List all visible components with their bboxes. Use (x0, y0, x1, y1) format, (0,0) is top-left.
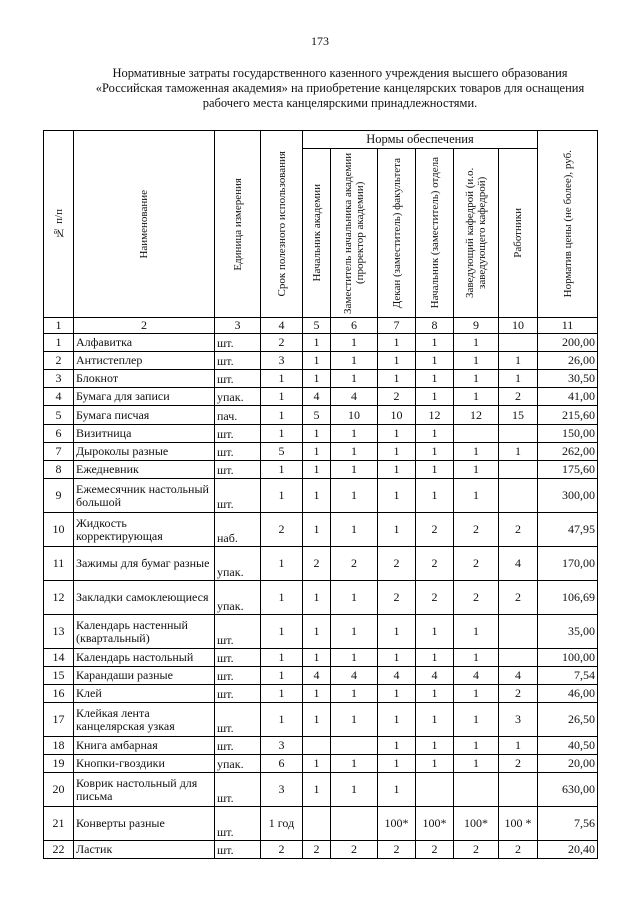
item-unit: шт. (215, 443, 261, 461)
row-number: 11 (44, 547, 74, 581)
item-name: Бумага писчая (74, 406, 215, 425)
item-price: 20,40 (538, 841, 598, 859)
norm-head-of-academy: 1 (303, 773, 331, 807)
header-dean: Декан (заместитель) факультета (378, 149, 416, 318)
norm-chair-head: 100* (454, 807, 499, 841)
norm-department-head: 1 (416, 615, 454, 649)
norm-department-head: 2 (416, 841, 454, 859)
norm-head-of-academy: 1 (303, 479, 331, 513)
norm-chair-head: 1 (454, 479, 499, 513)
header-price: Норматив цены (не более), руб. (538, 131, 598, 318)
norm-deputy-head: 1 (331, 334, 378, 352)
column-index: 9 (454, 318, 499, 334)
item-unit: упак. (215, 388, 261, 406)
header-chair-head: Заведующий кафедрой (и.о. заведующего кафедрой) (454, 149, 499, 318)
row-number: 1 (44, 334, 74, 352)
norm-chair-head: 2 (454, 581, 499, 615)
norm-head-of-academy: 1 (303, 703, 331, 737)
item-price: 200,00 (538, 334, 598, 352)
table-row (44, 703, 598, 737)
norm-department-head: 1 (416, 443, 454, 461)
row-number: 4 (44, 388, 74, 406)
norm-deputy-head: 1 (331, 685, 378, 703)
item-name: Антистеплер (74, 352, 215, 370)
norm-dean: 1 (378, 352, 416, 370)
header-name: Наименование (74, 131, 215, 318)
norm-department-head (416, 773, 454, 807)
norm-dean: 1 (378, 737, 416, 755)
norm-deputy-head: 1 (331, 425, 378, 443)
norm-deputy-head: 4 (331, 667, 378, 685)
item-price: 170,00 (538, 547, 598, 581)
row-number: 10 (44, 513, 74, 547)
norm-chair-head: 1 (454, 685, 499, 703)
title-line-1: Нормативные затраты государственного казенного учреждения высшего образования (112, 66, 568, 80)
norm-chair-head: 1 (454, 615, 499, 649)
norm-deputy-head: 4 (331, 388, 378, 406)
item-price: 100,00 (538, 649, 598, 667)
item-term: 1 (261, 461, 303, 479)
norm-deputy-head: 1 (331, 370, 378, 388)
item-term: 2 (261, 334, 303, 352)
item-term: 2 (261, 841, 303, 859)
norm-chair-head: 2 (454, 513, 499, 547)
item-term: 2 (261, 513, 303, 547)
column-index-row (44, 318, 598, 334)
row-number: 15 (44, 667, 74, 685)
item-unit: шт. (215, 649, 261, 667)
column-index: 3 (215, 318, 261, 334)
norm-employees: 15 (499, 406, 538, 425)
item-price: 262,00 (538, 443, 598, 461)
norm-head-of-academy: 1 (303, 334, 331, 352)
norm-dean: 2 (378, 581, 416, 615)
norm-chair-head (454, 425, 499, 443)
item-name: Визитница (74, 425, 215, 443)
norm-department-head: 1 (416, 685, 454, 703)
item-term: 1 (261, 388, 303, 406)
norm-employees: 2 (499, 755, 538, 773)
item-unit: шт. (215, 667, 261, 685)
norm-deputy-head: 1 (331, 615, 378, 649)
table-row (44, 755, 598, 773)
norm-head-of-academy: 4 (303, 667, 331, 685)
header-norms-group: Нормы обеспечения (303, 131, 538, 149)
norm-head-of-academy: 1 (303, 581, 331, 615)
table-row (44, 773, 598, 807)
title-line-3: рабочего места канцелярскими принадлежностями. (202, 96, 478, 110)
item-name: Клейкая лента канцелярская узкая (74, 703, 215, 737)
norm-chair-head: 1 (454, 352, 499, 370)
norm-dean: 10 (378, 406, 416, 425)
item-name: Зажимы для бумаг разные (74, 547, 215, 581)
norm-employees (499, 649, 538, 667)
header-deputy-head: Заместитель начальника академии (проректор академии) (331, 149, 378, 318)
norm-dean: 1 (378, 479, 416, 513)
norm-department-head: 1 (416, 334, 454, 352)
norm-chair-head: 2 (454, 547, 499, 581)
item-price: 26,00 (538, 352, 598, 370)
item-name: Бумага для записи (74, 388, 215, 406)
item-name: Дыроколы разные (74, 443, 215, 461)
item-unit: шт. (215, 615, 261, 649)
norm-deputy-head: 1 (331, 443, 378, 461)
norm-dean: 2 (378, 388, 416, 406)
item-unit: шт. (215, 685, 261, 703)
norm-department-head: 1 (416, 388, 454, 406)
column-index: 1 (44, 318, 74, 334)
norm-department-head: 1 (416, 737, 454, 755)
row-number: 22 (44, 841, 74, 859)
norm-deputy-head: 1 (331, 755, 378, 773)
item-term: 1 (261, 703, 303, 737)
norm-chair-head: 1 (454, 649, 499, 667)
norm-employees (499, 773, 538, 807)
row-number: 19 (44, 755, 74, 773)
norm-dean: 1 (378, 703, 416, 737)
header-unit: Единица измерения (215, 131, 261, 318)
table-row (44, 388, 598, 406)
item-unit: шт. (215, 425, 261, 443)
item-name: Кнопки-гвоздики (74, 755, 215, 773)
norm-deputy-head: 1 (331, 773, 378, 807)
row-number: 13 (44, 615, 74, 649)
norm-chair-head: 1 (454, 755, 499, 773)
norm-department-head: 2 (416, 513, 454, 547)
item-term: 3 (261, 773, 303, 807)
column-index: 8 (416, 318, 454, 334)
item-name: Конверты разные (74, 807, 215, 841)
norm-chair-head: 2 (454, 841, 499, 859)
item-name: Книга амбарная (74, 737, 215, 755)
norm-department-head: 1 (416, 461, 454, 479)
table-row (44, 649, 598, 667)
norm-employees (499, 479, 538, 513)
table-row (44, 406, 598, 425)
item-name: Клей (74, 685, 215, 703)
item-term: 1 (261, 406, 303, 425)
norm-head-of-academy: 2 (303, 841, 331, 859)
table-row (44, 667, 598, 685)
norm-chair-head: 1 (454, 443, 499, 461)
norm-deputy-head (331, 737, 378, 755)
norm-deputy-head: 1 (331, 461, 378, 479)
table-row (44, 479, 598, 513)
norm-dean: 1 (378, 513, 416, 547)
item-name: Коврик настольный для письма (74, 773, 215, 807)
item-term: 1 (261, 425, 303, 443)
item-price: 150,00 (538, 425, 598, 443)
item-term: 1 (261, 685, 303, 703)
item-unit: упак. (215, 581, 261, 615)
table-row (44, 370, 598, 388)
table-row (44, 334, 598, 352)
header-employees: Работники (499, 149, 538, 318)
column-index: 5 (303, 318, 331, 334)
item-price: 7,54 (538, 667, 598, 685)
item-price: 20,00 (538, 755, 598, 773)
item-name: Алфавитка (74, 334, 215, 352)
item-price: 41,00 (538, 388, 598, 406)
item-price: 30,50 (538, 370, 598, 388)
norm-head-of-academy: 1 (303, 513, 331, 547)
norm-department-head: 2 (416, 547, 454, 581)
norm-department-head: 1 (416, 703, 454, 737)
item-term: 1 (261, 649, 303, 667)
table-row (44, 841, 598, 859)
norm-employees: 2 (499, 685, 538, 703)
item-term: 1 (261, 667, 303, 685)
norm-chair-head: 4 (454, 667, 499, 685)
item-name: Карандаши разные (74, 667, 215, 685)
item-price: 46,00 (538, 685, 598, 703)
norm-employees: 1 (499, 443, 538, 461)
item-unit: шт. (215, 773, 261, 807)
header-department-head: Начальник (заместитель) отдела (416, 149, 454, 318)
norm-deputy-head: 2 (331, 841, 378, 859)
row-number: 6 (44, 425, 74, 443)
item-price: 47,95 (538, 513, 598, 547)
column-index: 4 (261, 318, 303, 334)
table-row (44, 615, 598, 649)
norm-employees: 1 (499, 737, 538, 755)
norm-head-of-academy: 1 (303, 443, 331, 461)
norm-chair-head: 12 (454, 406, 499, 425)
item-unit: шт. (215, 461, 261, 479)
item-name: Ежемесячник настольный большой (74, 479, 215, 513)
norm-deputy-head: 1 (331, 513, 378, 547)
norm-employees (499, 615, 538, 649)
norm-dean: 1 (378, 755, 416, 773)
item-price: 40,50 (538, 737, 598, 755)
norm-employees: 2 (499, 841, 538, 859)
norm-chair-head: 1 (454, 370, 499, 388)
table-row (44, 513, 598, 547)
norm-employees: 4 (499, 547, 538, 581)
row-number: 18 (44, 737, 74, 755)
row-number: 21 (44, 807, 74, 841)
row-number: 9 (44, 479, 74, 513)
norm-head-of-academy: 4 (303, 388, 331, 406)
item-unit: шт. (215, 807, 261, 841)
row-number: 3 (44, 370, 74, 388)
norm-employees: 1 (499, 370, 538, 388)
item-price: 300,00 (538, 479, 598, 513)
item-unit: наб. (215, 513, 261, 547)
norm-department-head: 1 (416, 755, 454, 773)
norm-department-head: 1 (416, 479, 454, 513)
norm-head-of-academy: 1 (303, 461, 331, 479)
column-index: 7 (378, 318, 416, 334)
norm-employees: 1 (499, 352, 538, 370)
item-name: Календарь настольный (74, 649, 215, 667)
norm-dean: 1 (378, 685, 416, 703)
row-number: 8 (44, 461, 74, 479)
item-term: 1 (261, 547, 303, 581)
row-number: 17 (44, 703, 74, 737)
norm-department-head: 2 (416, 581, 454, 615)
norm-head-of-academy: 5 (303, 406, 331, 425)
item-price: 215,60 (538, 406, 598, 425)
item-price: 630,00 (538, 773, 598, 807)
table-row (44, 737, 598, 755)
norm-head-of-academy: 1 (303, 685, 331, 703)
norm-head-of-academy: 1 (303, 425, 331, 443)
norm-chair-head (454, 773, 499, 807)
norm-employees: 100 * (499, 807, 538, 841)
item-term: 5 (261, 443, 303, 461)
table-row (44, 547, 598, 581)
column-index: 2 (74, 318, 215, 334)
norm-chair-head: 1 (454, 703, 499, 737)
item-price: 26,50 (538, 703, 598, 737)
norm-head-of-academy (303, 737, 331, 755)
norm-dean: 1 (378, 649, 416, 667)
norm-dean: 1 (378, 370, 416, 388)
norm-dean: 4 (378, 667, 416, 685)
norm-deputy-head: 10 (331, 406, 378, 425)
norm-employees (499, 461, 538, 479)
header-head-of-academy: Начальник академии (303, 149, 331, 318)
item-term: 3 (261, 737, 303, 755)
norm-dean: 2 (378, 547, 416, 581)
norm-employees: 2 (499, 513, 538, 547)
item-price: 35,00 (538, 615, 598, 649)
item-price: 106,69 (538, 581, 598, 615)
norm-dean: 1 (378, 615, 416, 649)
norm-head-of-academy: 1 (303, 370, 331, 388)
item-unit: шт. (215, 737, 261, 755)
column-index: 6 (331, 318, 378, 334)
norm-deputy-head: 1 (331, 581, 378, 615)
norm-dean: 1 (378, 461, 416, 479)
norm-employees: 2 (499, 388, 538, 406)
row-number: 16 (44, 685, 74, 703)
item-name: Ежедневник (74, 461, 215, 479)
norm-deputy-head: 1 (331, 352, 378, 370)
row-number: 14 (44, 649, 74, 667)
item-name: Ластик (74, 841, 215, 859)
item-unit: шт. (215, 703, 261, 737)
norm-employees (499, 334, 538, 352)
table-row (44, 685, 598, 703)
table-row (44, 425, 598, 443)
norm-head-of-academy: 1 (303, 352, 331, 370)
row-number: 2 (44, 352, 74, 370)
norm-department-head: 100* (416, 807, 454, 841)
norm-chair-head: 1 (454, 334, 499, 352)
title-line-2: «Российская таможенная академия» на приобретение канцелярских товаров для оснащения (95, 81, 585, 95)
item-term: 6 (261, 755, 303, 773)
header-term: Срок полезного использования (261, 131, 303, 318)
row-number: 7 (44, 443, 74, 461)
item-price: 7,56 (538, 807, 598, 841)
table-row (44, 581, 598, 615)
norm-head-of-academy: 1 (303, 755, 331, 773)
norm-deputy-head: 1 (331, 649, 378, 667)
column-index: 11 (538, 318, 598, 334)
header-num: № п/п (44, 131, 74, 318)
norm-dean: 100* (378, 807, 416, 841)
norm-deputy-head: 2 (331, 547, 378, 581)
item-name: Закладки самоклеющиеся (74, 581, 215, 615)
norm-dean: 1 (378, 443, 416, 461)
norm-head-of-academy: 1 (303, 649, 331, 667)
norm-chair-head: 1 (454, 388, 499, 406)
norm-employees: 3 (499, 703, 538, 737)
norm-department-head: 1 (416, 370, 454, 388)
row-number: 20 (44, 773, 74, 807)
item-term: 1 (261, 615, 303, 649)
norm-dean: 1 (378, 425, 416, 443)
norm-chair-head: 1 (454, 461, 499, 479)
item-price: 175,60 (538, 461, 598, 479)
document-title (70, 66, 610, 111)
column-index: 10 (499, 318, 538, 334)
norm-employees (499, 425, 538, 443)
norm-head-of-academy: 2 (303, 547, 331, 581)
item-unit: шт. (215, 370, 261, 388)
norm-employees: 2 (499, 581, 538, 615)
item-name: Календарь настенный (квартальный) (74, 615, 215, 649)
page-number: 173 (311, 34, 329, 48)
item-name: Блокнот (74, 370, 215, 388)
norms-table (43, 130, 598, 859)
norm-deputy-head (331, 807, 378, 841)
norm-head-of-academy (303, 807, 331, 841)
table-row (44, 352, 598, 370)
item-unit: упак. (215, 547, 261, 581)
table-row (44, 443, 598, 461)
item-unit: шт. (215, 841, 261, 859)
norm-department-head: 1 (416, 649, 454, 667)
norm-head-of-academy: 1 (303, 615, 331, 649)
row-number: 12 (44, 581, 74, 615)
table-body (44, 334, 598, 859)
norm-employees: 4 (499, 667, 538, 685)
item-unit: шт. (215, 334, 261, 352)
item-unit: шт. (215, 352, 261, 370)
norm-department-head: 12 (416, 406, 454, 425)
item-unit: шт. (215, 479, 261, 513)
row-number: 5 (44, 406, 74, 425)
norm-dean: 1 (378, 773, 416, 807)
norm-deputy-head: 1 (331, 703, 378, 737)
norm-dean: 1 (378, 334, 416, 352)
norm-deputy-head: 1 (331, 479, 378, 513)
item-term: 1 (261, 370, 303, 388)
item-unit: упак. (215, 755, 261, 773)
norm-dean: 2 (378, 841, 416, 859)
norm-chair-head: 1 (454, 737, 499, 755)
item-term: 1 (261, 581, 303, 615)
item-term: 1 год (261, 807, 303, 841)
item-term: 1 (261, 479, 303, 513)
item-term: 3 (261, 352, 303, 370)
item-unit: пач. (215, 406, 261, 425)
item-name: Жидкость корректирующая (74, 513, 215, 547)
norm-department-head: 1 (416, 352, 454, 370)
norm-department-head: 1 (416, 425, 454, 443)
table-row (44, 461, 598, 479)
table-row (44, 807, 598, 841)
norm-department-head: 4 (416, 667, 454, 685)
